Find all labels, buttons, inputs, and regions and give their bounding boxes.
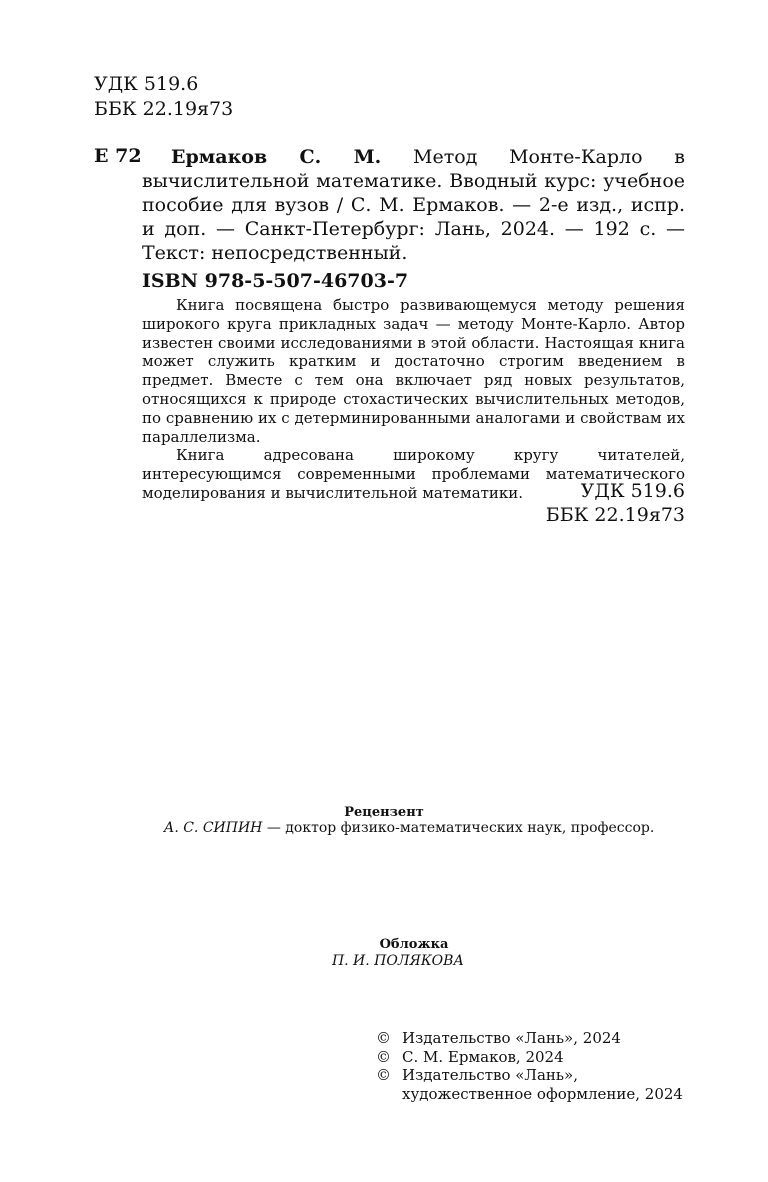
abstract (142, 296, 685, 503)
copyright-text: С. М. Ермаков, 2024 (402, 1047, 564, 1066)
classification-top (94, 72, 233, 122)
author-code: Е 72 (94, 145, 142, 167)
copyright-line (376, 1048, 683, 1067)
bbk-code: ББК 22.19я73 (94, 98, 234, 120)
bibliographic-description: Метод Монте-Карло в вычислительной математике. Вводный курс: учебное пособие для вузов / С. М. Ермаков. — 2-е изд., испр. и доп. — Санкт-Петербург: Лань, 2024. — 192 с. — Текст: непосредственный. (142, 146, 685, 264)
reviewer-line (0, 820, 768, 836)
copyright-symbol (376, 1085, 402, 1104)
bbk-code: ББК 22.19я73 (545, 504, 685, 526)
author-name: Ермаков С. М. (171, 146, 382, 168)
udk-code: УДК 519.6 (94, 73, 199, 95)
classification-bottom (520, 479, 685, 527)
copyright-line (376, 1085, 683, 1104)
copyright-line (376, 1029, 683, 1048)
cover-designer: П. И. ПОЛЯКОВА (331, 953, 465, 969)
copyright-symbol: © (376, 1066, 391, 1084)
abstract-paragraph: Книга посвящена быстро развивающемуся методу решения широкого круга прикладных задач — методу Монте-Карло. Автор известен своими исследованиями в этой области. Настоящая книга может служить кратким и достаточно строгим введением в предмет. Вместе с тем она включает ряд новых результатов, относящихся к природе стохастических вычислительных методов, по сравнению их с детерминированными аналогами и свойствам их параллелизма. (142, 296, 685, 446)
copyright-symbol: © (376, 1047, 391, 1066)
bibliographic-record (142, 145, 685, 265)
cover-title: Обложка (379, 937, 449, 952)
copyright-symbol: © (376, 1029, 391, 1047)
copyright-text: Издательство «Лань», (402, 1066, 579, 1084)
reviewer-description: — доктор физико-математических наук, профессор. (262, 820, 655, 836)
udk-code: УДК 519.6 (580, 480, 685, 502)
copyright-block (376, 1029, 683, 1103)
reviewer-name: А. С. СИПИН (163, 820, 263, 836)
copyright-text: художественное оформление, 2024 (402, 1084, 683, 1103)
abstract-paragraph: Книга адресована широкому кругу читателей, интересующимся современными проблемами математического моделирования и вычислительной математики. (142, 446, 685, 502)
isbn: ISBN 978-5-507-46703-7 (142, 270, 409, 292)
reviewer-title: Рецензент (344, 805, 424, 820)
copyright-text: Издательство «Лань», 2024 (402, 1029, 621, 1047)
copyright-line (376, 1066, 683, 1085)
